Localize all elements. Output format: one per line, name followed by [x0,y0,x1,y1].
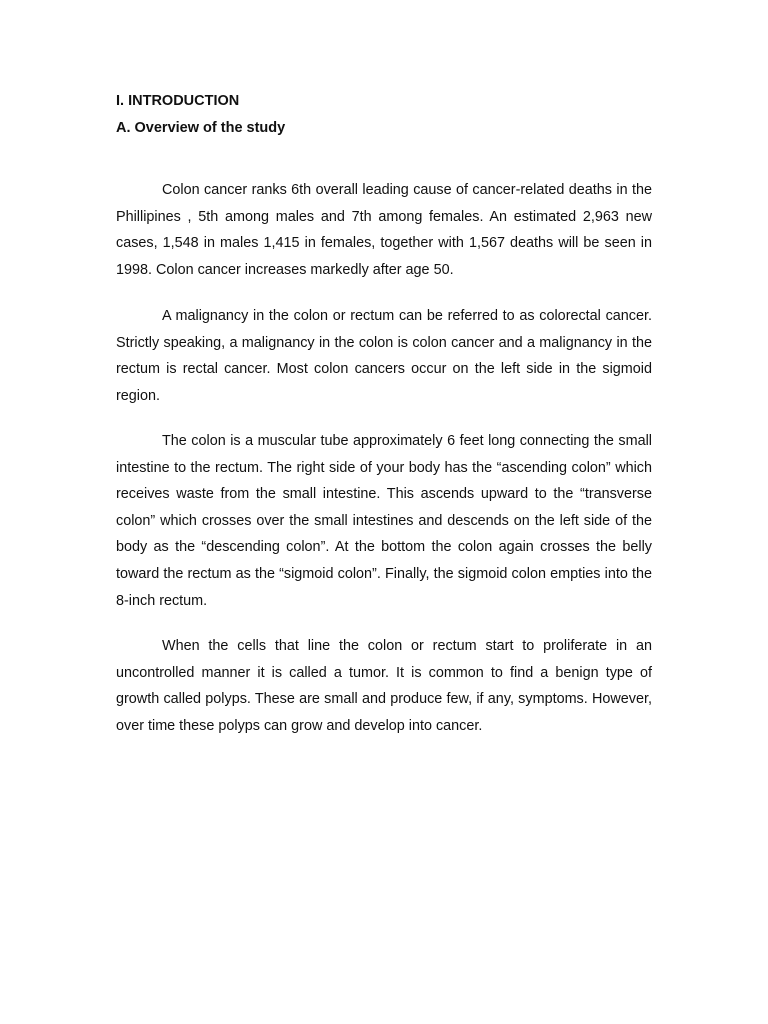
section-heading: I. INTRODUCTION [116,93,240,109]
paragraph-colorectal-definition: A malignancy in the colon or rectum can be referred to as colorectal cancer. Strictly speaking, a malignancy in the colon is colon cancer and a malignancy in the rectum is rectal cancer. Most colon cancers occur on the left side in the sigmoid region. [116,308,652,404]
paragraph-colon-anatomy: The colon is a muscular tube approximately 6 feet long connecting the small intestine to the rectum. The right side of your body has the “ascending colon” which receives waste from the small intestine. This ascends upward to the “transverse colon” which crosses over the small intestines and descends on the left side of the body as the “descending colon”. At the bottom the colon again crosses the belly toward the rectum as the “sigmoid colon”. Finally, the sigmoid colon empties into the 8-inch rectum. [116,433,652,609]
paragraph-colon-cancer-statistics: Colon cancer ranks 6th overall leading cause of cancer-related deaths in the Phillipines , 5th among males and 7th among females. An estimated 2,963 new cases, 1,548 in males 1,415 in females, together with 1,567 deaths will be seen in 1998. Colon cancer increases markedly after age 50. [116,182,652,278]
paragraph-tumor-polyps: When the cells that line the colon or rectum start to proliferate in an uncontrolled manner it is called a tumor. It is common to find a benign type of growth called polyps. These are small and produce few, if any, symptoms. However, over time these polyps can grow and develop into cancer. [116,638,652,734]
subsection-heading: A. Overview of the study [116,120,286,136]
